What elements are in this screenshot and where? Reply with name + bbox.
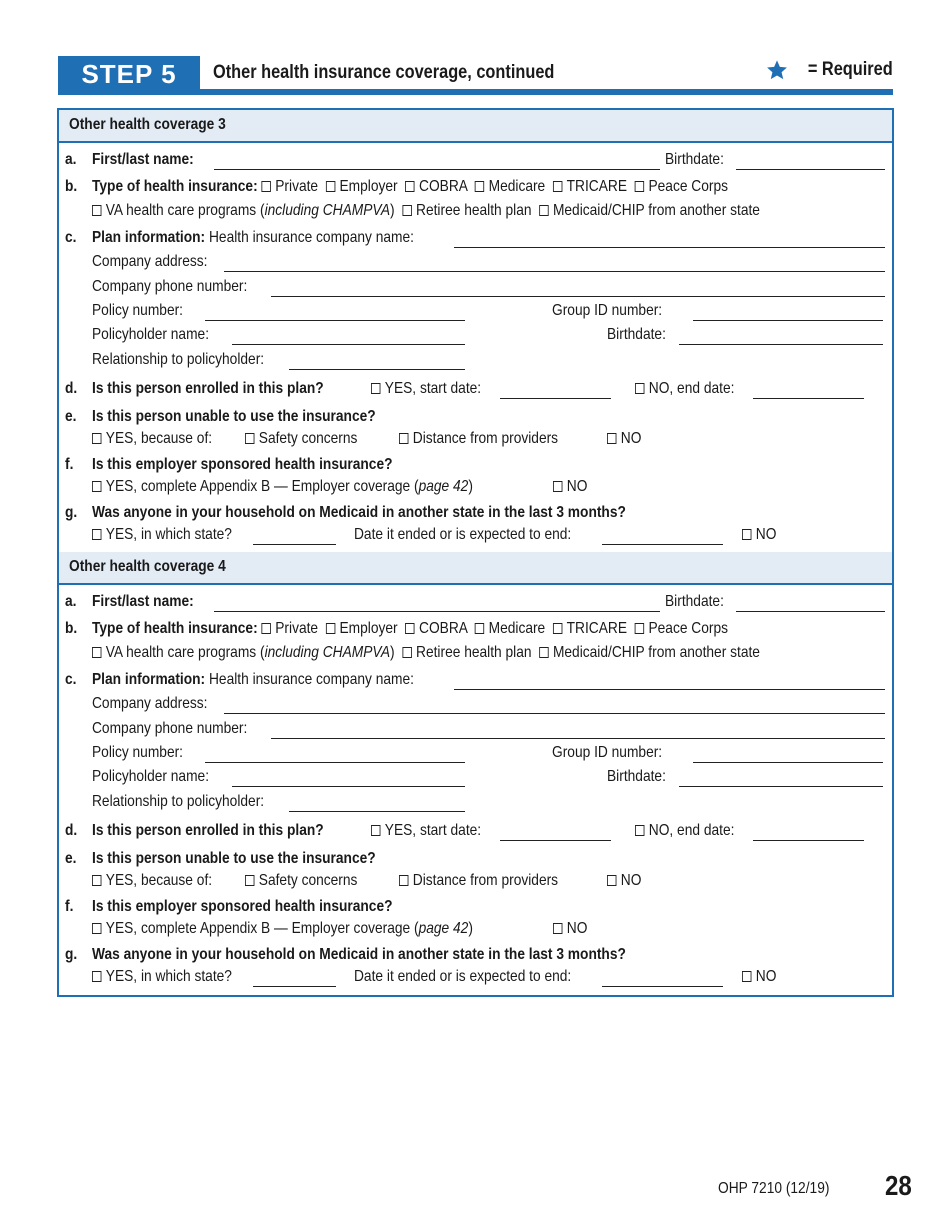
relationship-label: Relationship to policyholder: <box>92 351 265 368</box>
item-letter: f. <box>65 456 74 473</box>
item-letter: g. <box>65 946 78 963</box>
checkbox-medicaid-chip[interactable]: Medicaid/CHIP from another state <box>535 202 760 219</box>
company-name-field[interactable] <box>454 247 885 248</box>
checkbox-peace-corps[interactable]: Peace Corps <box>631 620 728 637</box>
checkbox-peace-corps[interactable]: Peace Corps <box>631 178 728 195</box>
checkbox-employer-no[interactable]: NO <box>553 918 593 940</box>
insurance-type-row-2 <box>92 642 869 664</box>
insurance-type-row <box>92 618 832 640</box>
checkbox-employer-yes[interactable]: YES, complete Appendix B — Employer coverage (page 42) <box>92 476 535 498</box>
checkbox-medicaid-no[interactable]: NO <box>742 966 782 988</box>
policyholder-birthdate-label: Birthdate: <box>607 326 666 343</box>
state-field[interactable] <box>253 986 336 987</box>
item-letter: e. <box>65 408 77 425</box>
section-title: Other health coverage 4 <box>69 558 226 575</box>
policy-number-label: Policy number: <box>92 744 184 761</box>
policyholder-name-label: Policyholder name: <box>92 326 210 343</box>
name-label: First/last name: <box>92 593 194 610</box>
page-title: Other health insurance coverage, continued <box>213 62 555 83</box>
checkbox-safety[interactable]: Safety concerns <box>245 870 376 892</box>
policyholder-name-field[interactable] <box>232 344 465 345</box>
section-title: Other health coverage 3 <box>69 116 226 133</box>
checkbox-medicaid-yes[interactable]: YES, in which state? <box>92 524 255 546</box>
insurance-type-row-2 <box>92 200 869 222</box>
checkbox-unable-yes[interactable]: YES, because of: <box>92 870 232 892</box>
employer-sponsored-question: Is this employer sponsored health insurance? <box>92 898 393 915</box>
section-header <box>59 552 892 585</box>
checkbox-employer[interactable]: Employer <box>322 620 398 637</box>
relationship-field[interactable] <box>289 811 465 812</box>
company-address-field[interactable] <box>224 713 885 714</box>
checkbox-medicare[interactable]: Medicare <box>471 620 545 637</box>
page-number: 28 <box>885 1170 912 1201</box>
company-phone-field[interactable] <box>271 296 885 297</box>
end-date-field[interactable] <box>753 398 864 399</box>
item-letter: d. <box>65 380 78 397</box>
relationship-field[interactable] <box>289 369 465 370</box>
checkbox-medicaid-chip[interactable]: Medicaid/CHIP from another state <box>535 644 760 661</box>
checkbox-unable-no[interactable]: NO <box>607 428 647 450</box>
company-address-label: Company address: <box>92 695 208 712</box>
start-date-field[interactable] <box>500 840 611 841</box>
required-label: = Required <box>808 59 893 80</box>
company-phone-field[interactable] <box>271 738 885 739</box>
policy-number-label: Policy number: <box>92 302 184 319</box>
insurance-type-row <box>92 176 832 198</box>
birthdate-field[interactable] <box>736 611 885 612</box>
date-ended-label: Date it ended or is expected to end: <box>354 968 572 985</box>
date-ended-field[interactable] <box>602 986 723 987</box>
item-letter: d. <box>65 822 78 839</box>
checkbox-distance[interactable]: Distance from providers <box>399 428 584 450</box>
unable-question: Is this person unable to use the insurance? <box>92 850 376 867</box>
state-field[interactable] <box>253 544 336 545</box>
policyholder-birthdate-label: Birthdate: <box>607 768 666 785</box>
checkbox-retiree[interactable]: Retiree health plan <box>398 202 531 219</box>
checkbox-medicaid-yes[interactable]: YES, in which state? <box>92 966 255 988</box>
start-date-field[interactable] <box>500 398 611 399</box>
policyholder-name-label: Policyholder name: <box>92 768 210 785</box>
checkbox-enrolled-yes[interactable]: YES, start date: <box>371 820 499 842</box>
section-header <box>59 110 892 143</box>
form-id: OHP 7210 (12/19) <box>718 1180 830 1197</box>
checkbox-enrolled-no[interactable]: NO, end date: <box>635 820 751 842</box>
checkbox-va[interactable]: VA health care programs (including CHAMPVA) <box>92 202 395 219</box>
relationship-label: Relationship to policyholder: <box>92 793 265 810</box>
checkbox-employer-no[interactable]: NO <box>553 476 593 498</box>
checkbox-cobra[interactable]: COBRA <box>401 178 467 195</box>
group-id-label: Group ID number: <box>552 302 663 319</box>
company-address-field[interactable] <box>224 271 885 272</box>
insurance-type-label: Type of health insurance: <box>92 620 258 637</box>
company-phone-label: Company phone number: <box>92 278 248 295</box>
item-letter: g. <box>65 504 78 521</box>
coverage-section-4 <box>59 552 892 994</box>
checkbox-tricare[interactable]: TRICARE <box>549 620 627 637</box>
item-letter: b. <box>65 620 78 637</box>
group-id-field[interactable] <box>693 762 883 763</box>
checkbox-medicare[interactable]: Medicare <box>471 178 545 195</box>
item-letter: a. <box>65 593 77 610</box>
form-box <box>57 108 894 997</box>
date-ended-field[interactable] <box>602 544 723 545</box>
policyholder-name-field[interactable] <box>232 786 465 787</box>
birthdate-label: Birthdate: <box>665 593 724 610</box>
date-ended-label: Date it ended or is expected to end: <box>354 526 572 543</box>
plan-info-row: Plan information: Health insurance company name: <box>92 671 414 688</box>
insurance-type-label: Type of health insurance: <box>92 178 258 195</box>
item-letter: b. <box>65 178 78 195</box>
end-date-field[interactable] <box>753 840 864 841</box>
item-letter: f. <box>65 898 74 915</box>
policyholder-birthdate-field[interactable] <box>679 344 883 345</box>
policy-number-field[interactable] <box>205 320 465 321</box>
group-id-field[interactable] <box>693 320 883 321</box>
policyholder-birthdate-field[interactable] <box>679 786 883 787</box>
enrolled-question: Is this person enrolled in this plan? <box>92 380 324 397</box>
medicaid-other-state-question: Was anyone in your household on Medicaid in another state in the last 3 months? <box>92 946 626 963</box>
plan-info-row: Plan information: Health insurance company name: <box>92 229 414 246</box>
item-letter: a. <box>65 151 77 168</box>
checkbox-unable-yes[interactable]: YES, because of: <box>92 428 232 450</box>
checkbox-safety[interactable]: Safety concerns <box>245 428 376 450</box>
name-label: First/last name: <box>92 151 194 168</box>
checkbox-va[interactable]: VA health care programs (including CHAMPVA) <box>92 644 395 661</box>
checkbox-employer[interactable]: Employer <box>322 178 398 195</box>
birthdate-label: Birthdate: <box>665 151 724 168</box>
group-id-label: Group ID number: <box>552 744 663 761</box>
required-legend <box>766 55 893 85</box>
item-letter: c. <box>65 229 77 246</box>
checkbox-employer-yes[interactable]: YES, complete Appendix B — Employer coverage (page 42) <box>92 918 535 940</box>
company-phone-label: Company phone number: <box>92 720 248 737</box>
item-letter: e. <box>65 850 77 867</box>
checkbox-enrolled-no[interactable]: NO, end date: <box>635 378 751 400</box>
company-name-field[interactable] <box>454 689 885 690</box>
birthdate-field[interactable] <box>736 169 885 170</box>
medicaid-other-state-question: Was anyone in your household on Medicaid in another state in the last 3 months? <box>92 504 626 521</box>
checkbox-tricare[interactable]: TRICARE <box>549 178 627 195</box>
coverage-section-3 <box>59 110 892 552</box>
checkbox-cobra[interactable]: COBRA <box>401 620 467 637</box>
checkbox-retiree[interactable]: Retiree health plan <box>398 644 531 661</box>
checkbox-distance[interactable]: Distance from providers <box>399 870 584 892</box>
company-address-label: Company address: <box>92 253 208 270</box>
employer-sponsored-question: Is this employer sponsored health insurance? <box>92 456 393 473</box>
header-rule <box>58 89 893 95</box>
checkbox-private[interactable]: Private <box>261 620 318 637</box>
name-field[interactable] <box>214 169 660 170</box>
enrolled-question: Is this person enrolled in this plan? <box>92 822 324 839</box>
checkbox-enrolled-yes[interactable]: YES, start date: <box>371 378 499 400</box>
policy-number-field[interactable] <box>205 762 465 763</box>
checkbox-medicaid-no[interactable]: NO <box>742 524 782 546</box>
unable-question: Is this person unable to use the insurance? <box>92 408 376 425</box>
checkbox-unable-no[interactable]: NO <box>607 870 647 892</box>
item-letter: c. <box>65 671 77 688</box>
star-icon <box>766 59 788 81</box>
step-badge: STEP 5 <box>58 56 200 93</box>
name-field[interactable] <box>214 611 660 612</box>
checkbox-private[interactable]: Private <box>261 178 318 195</box>
